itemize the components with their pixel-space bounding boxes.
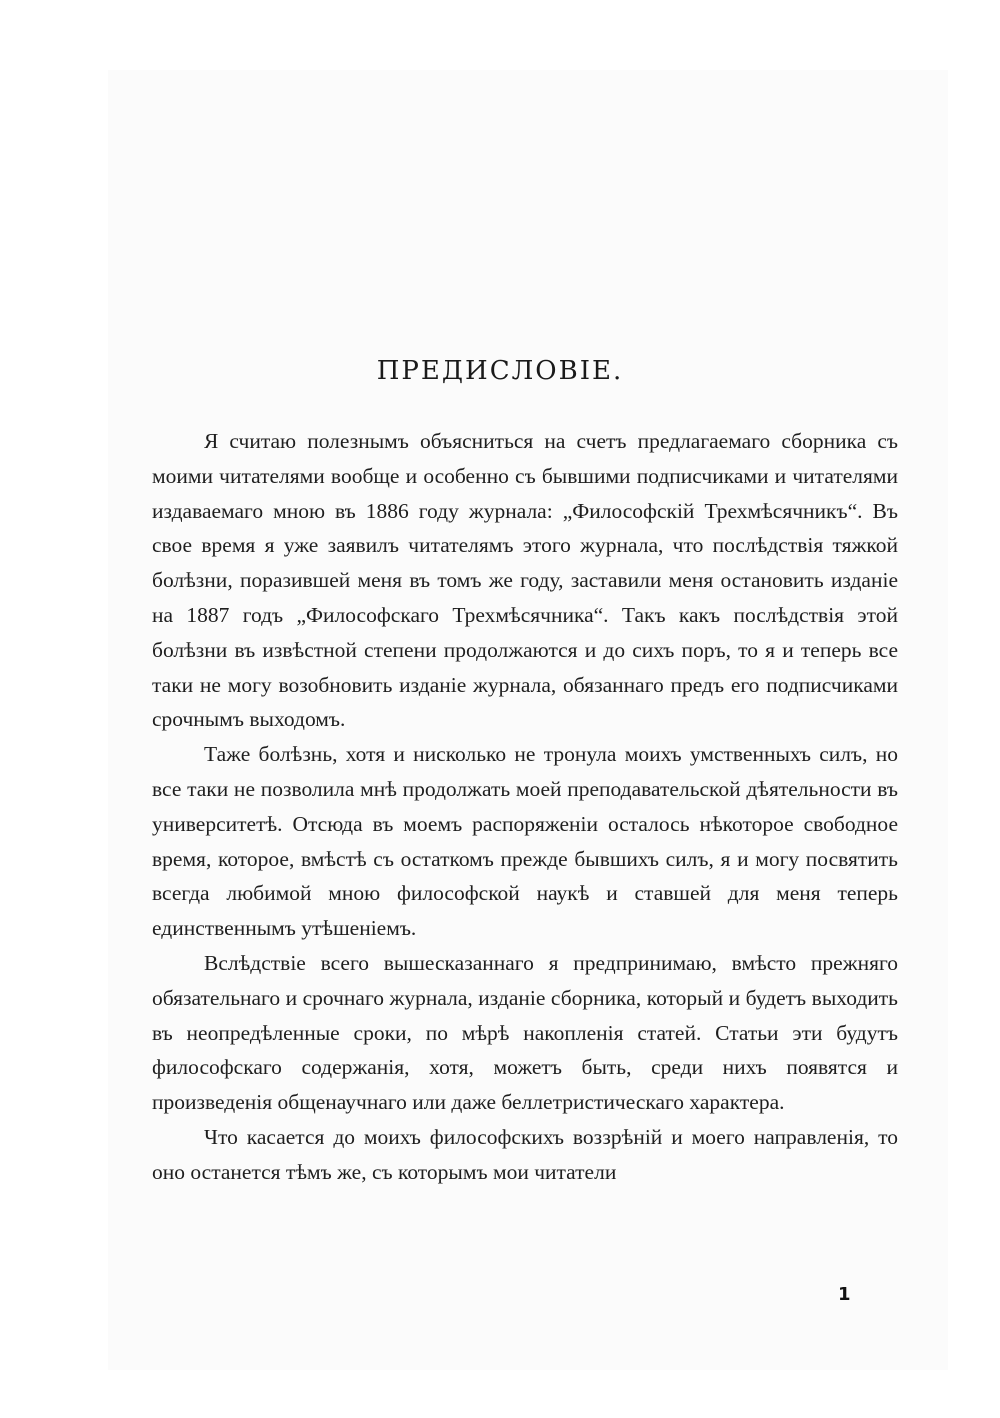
paragraph-2: Таже болѣзнь, хотя и нисколько не тронула моихъ умственныхъ силъ, но все таки не позволила мнѣ продолжать моей преподавательской дѣятельности въ университетѣ. Отсюда въ моемъ распоряженіи осталось нѣкоторое свободное время, которое, вмѣстѣ съ остаткомъ прежде бывшихъ силъ, я и могу посвятить всегда любимой мною философской наукѣ и ставшей для меня теперь единственнымъ утѣшеніемъ. xyxy=(152,742,898,941)
page-number: 1 xyxy=(838,1284,851,1305)
paragraph-1: Я считаю полезнымъ объясниться на счетъ предлагаемаго сборника съ моими читателями вообще и особенно съ бывшими подписчиками и читателями издаваемаго мною въ 1886 году журнала: „Философскій Трехмѣсячникъ“. Въ свое время я уже заявилъ читателямъ этого журнала, что послѣдствія тяжкой болѣзни, поразившей меня въ томъ же году, заставили меня остановить изданіе на 1887 годъ „Философскаго Трехмѣсячника“. Такъ какъ послѣдствія этой болѣзни въ извѣстной степени продолжаются и до сихъ поръ, то я и теперь все таки не могу возобновить изданіе журнала, обязаннаго предъ его подписчиками срочнымъ выходомъ. xyxy=(152,429,898,732)
page-title: ПРЕДИСЛОВІЕ. xyxy=(376,356,624,386)
paragraph-3: Вслѣдствіе всего вышесказаннаго я предпринимаю, вмѣсто прежняго обязательнаго и срочнаго журнала, изданіе сборника, который и будетъ выходить въ неопредѣленные сроки, по мѣрѣ накопленія статей. Статьи эти будутъ философскаго содержанія, хотя, можетъ быть, среди нихъ появятся и произведенія общенаучнаго или даже беллетристическаго характера. xyxy=(152,950,898,1115)
preface-text xyxy=(152,424,898,1190)
paragraph-4: Что касается до моихъ философскихъ воззрѣній и моего направленія, то оно останется тѣмъ же, съ которымъ мои читатели xyxy=(152,1124,898,1184)
